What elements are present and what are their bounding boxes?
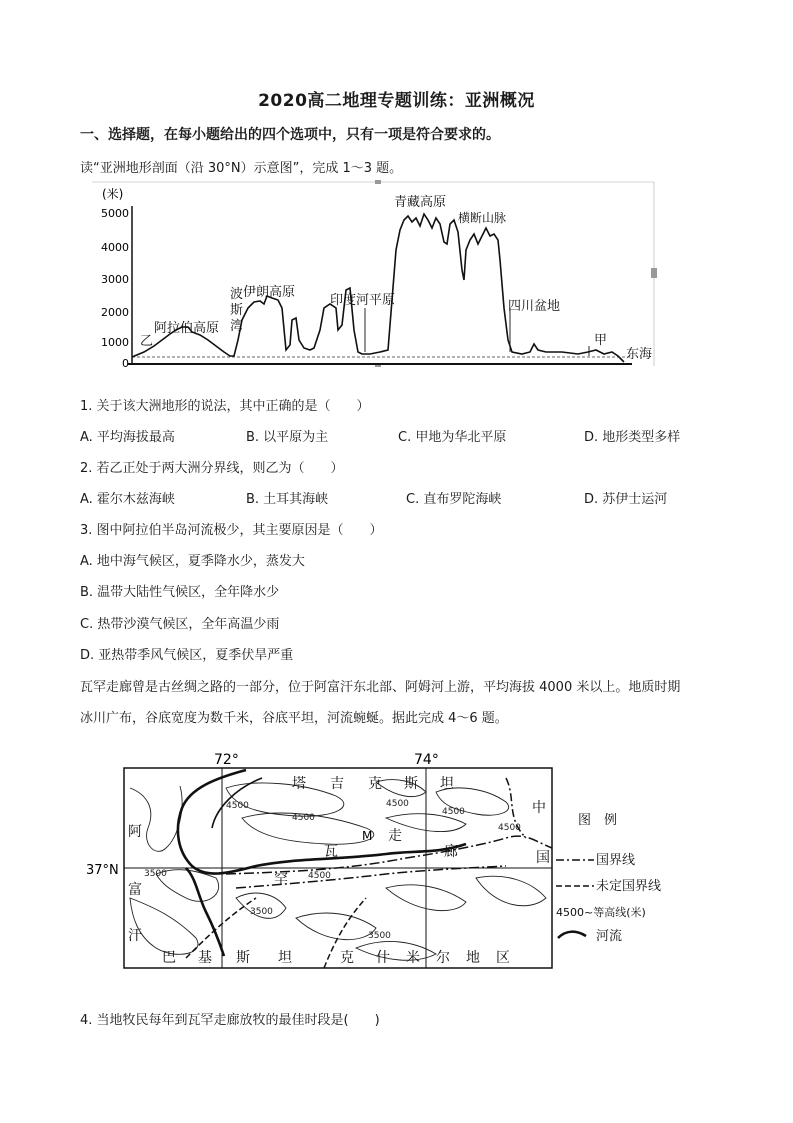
tick-1000: 1000 [101,336,129,349]
profile-handle-top [375,180,381,184]
region-kashmir-char: 什 [376,950,390,966]
region-pakistan-char: 基 [198,950,212,966]
contour-line [376,780,426,797]
region-china-char: 中 [532,800,546,816]
label-sichuan-basin: 四川盆地 [508,299,561,314]
region-tajikistan-char: 克 [368,776,382,792]
q2-option-c[interactable]: C. 直布罗陀海峡 [406,492,502,507]
contour-label-4500: 4500 [498,823,521,833]
contour-label-4500: 4500 [442,807,465,817]
label-east-sea: 东海 [626,347,653,362]
legend-title: 图 例 [578,813,618,828]
river-branch [186,868,224,956]
river-amu [178,770,466,874]
profile-handle-right [651,268,657,278]
region-kashmir-char: 地 [466,950,480,966]
label-persian-gulf-2: 斯 [230,303,244,318]
tick-0: 0 [122,357,129,370]
region-wakhan-char: 走 [388,828,402,844]
profile-y-ticks [101,207,129,370]
contour-label-4500: 4500 [308,871,331,881]
region-china-char: 国 [536,850,550,866]
region-afghanistan-char: 富 [128,882,142,898]
label-arabia-plateau: 阿拉伯高原 [154,321,220,336]
question-3-stem: 3. 图中阿拉伯半岛河流极少，其主要原因是（ ） [80,523,383,538]
region-kashmir-char: 尔 [436,950,450,966]
tick-4000: 4000 [101,241,129,254]
legend-river-symbol [558,932,586,938]
label-jia: 甲 [594,333,608,348]
label-indus-plain: 印度河平原 [330,293,396,308]
question-2-stem: 2. 若乙正处于两大洲分界线，则乙为（ ） [80,461,344,476]
region-kashmir-char: 区 [496,950,510,966]
asia-profile-figure [92,180,660,372]
label-persian-gulf-1: 波 [230,287,244,302]
passage-line-1: 瓦罕走廊曾是古丝绸之路的一部分，位于阿富汗东北部、阿姆河上游，平均海拔 4000 米以上。地质时期 [80,680,681,695]
contour-label-3500: 3500 [250,907,273,917]
region-tajikistan-char: 斯 [404,776,418,792]
profile-unit-label: (米) [102,187,124,201]
q3-option-c[interactable]: C. 热带沙漠气候区，全年高温少雨 [80,617,280,632]
label-iran-plateau: 伊朗高原 [243,285,296,300]
legend-contour: 4500~等高线(米) [556,906,646,919]
question-4-stem: 4. 当地牧民每年到瓦罕走廊放牧的最佳时段是( ) [80,1013,380,1028]
legend-river: 河流 [596,929,623,944]
q3-option-a[interactable]: A. 地中海气候区，夏季降水少，蒸发大 [80,554,305,569]
region-wakhan-char: 瓦 [324,844,338,860]
contour-label-3500: 3500 [144,869,167,879]
q1-option-c[interactable]: C. 甲地为华北平原 [398,430,507,445]
label-persian-gulf-3: 湾 [230,319,244,334]
contour-line [130,898,198,954]
question-1-stem: 1. 关于该大洲地形的说法，其中正确的是（ ） [80,399,370,414]
q1-option-a[interactable]: A. 平均海拔最高 [80,430,175,445]
contour-label-4500: 4500 [292,813,315,823]
wakhan-corridor-map [86,748,662,988]
map-legend [556,813,661,944]
contour-line [130,786,182,851]
q3-option-b[interactable]: B. 温带大陆性气候区，全年降水少 [80,585,280,600]
label-tibet-plateau: 青藏高原 [394,195,447,210]
region-pakistan-char: 巴 [162,950,176,966]
tick-5000: 5000 [101,207,129,220]
q3-option-d[interactable]: D. 亚热带季风气候区，夏季伏旱严重 [80,648,294,663]
point-m-label: M [362,829,373,843]
region-kashmir-char: 米 [406,950,420,966]
passage-line-2: 冰川广布，谷底宽度为数千米，谷底平坦，河流蜿蜒。据此完成 4～6 题。 [80,711,508,726]
region-afghanistan-char: 汗 [128,928,142,944]
q2-option-d[interactable]: D. 苏伊士运河 [584,492,668,507]
legend-national-border: 国界线 [596,853,636,868]
terrain-profile-line [132,214,624,362]
tick-2000: 2000 [101,306,129,319]
river-lines [178,770,466,956]
contour-label-4500: 4500 [386,799,409,809]
contour-lines [130,780,546,961]
contour-line [296,913,376,940]
page-title: 2020高二地理专题训练：亚洲概况 [258,91,535,111]
q2-option-b[interactable]: B. 土耳其海峡 [246,492,329,507]
q2-option-a[interactable]: A. 霍尔木兹海峡 [80,492,175,507]
q1-option-b[interactable]: B. 以平原为主 [246,430,329,445]
region-wakhan-char: 罕 [274,872,288,888]
section-heading: 一、选择题，在每小题给出的四个选项中，只有一项是符合要求的。 [80,127,500,143]
region-wakhan-char: 廊 [444,844,458,860]
lon-label-72: 72° [214,752,239,768]
region-tajikistan-char: 吉 [330,776,344,792]
region-tajikistan-char: 塔 [292,776,306,792]
contour-line [476,876,546,906]
lon-label-74: 74° [414,752,439,768]
label-hengduan-mountains: 横断山脉 [458,211,507,225]
region-pakistan-char: 斯 [236,950,250,966]
intro-text-1: 读“亚洲地形剖面（沿 30°N）示意图”，完成 1～3 题。 [80,161,403,176]
q1-option-d[interactable]: D. 地形类型多样 [584,430,681,445]
contour-label-4500: 4500 [226,801,249,811]
region-tajikistan-char: 坦 [440,776,454,792]
region-pakistan-char: 坦 [278,950,292,966]
tick-3000: 3000 [101,273,129,286]
region-afghanistan-char: 阿 [128,824,142,840]
region-kashmir-char: 克 [340,950,354,966]
lat-label-37n: 37°N [86,863,119,878]
contour-label-3500: 3500 [368,931,391,941]
contour-line [356,941,436,960]
label-yi: 乙 [140,334,154,349]
legend-undetermined-border: 未定国界线 [596,879,662,894]
